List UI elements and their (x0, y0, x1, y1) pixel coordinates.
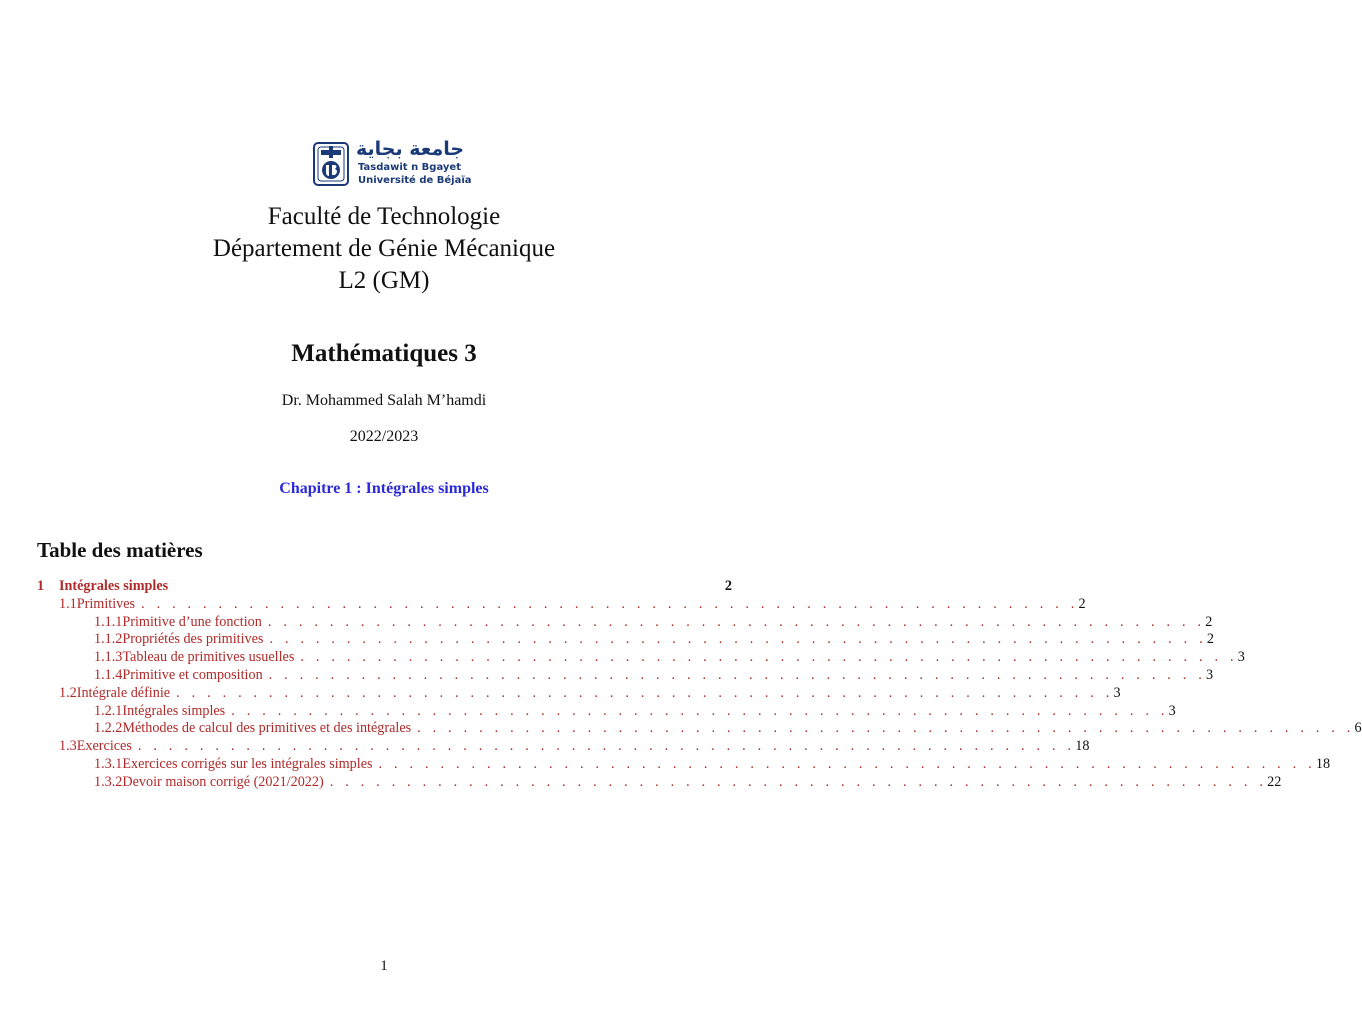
toc-entry-1-3[interactable] (37, 738, 1090, 756)
toc-entry-page: 3 (1206, 666, 1214, 683)
page-number: 1 (380, 958, 388, 974)
toc-entry-number: 1.2.2 (94, 720, 123, 737)
toc-entry-label: Propriétés des primitives (122, 631, 264, 648)
toc-entry-1-1-4[interactable] (37, 666, 1214, 685)
toc-entry-1-1-1[interactable] (37, 613, 1213, 632)
toc-entry-number: 1.3 (59, 738, 77, 755)
toc-leader-dots: . . . . . . . . . . . . . . . . . . . . . . . . . . . . . . . . . . . . . . . . . . . . . . . . . . . . . . . . . . . . . (231, 702, 1169, 719)
toc-leader-dots: . . . . . . . . . . . . . . . . . . . . . . . . . . . . . . . . . . . . . . . . . . . . . . . . . . . . . . . . . . . . . (269, 631, 1207, 648)
department-name: Département de Génie Mécanique (212, 235, 556, 262)
table-of-contents (37, 578, 1362, 792)
toc-entry-1-2[interactable] (37, 684, 1121, 703)
author-name: Dr. Mohammed Salah M’hamdi (281, 392, 487, 409)
toc-entry-page: 2 (1078, 595, 1086, 612)
toc-entry-1-2-1[interactable] (37, 702, 1176, 721)
toc-entry-page: 3 (1168, 702, 1176, 719)
toc-entry-page: 22 (1267, 773, 1282, 790)
toc-entry-label: Exercices corrigés sur les intégrales simples (122, 755, 373, 772)
faculty-name: Faculté de Technologie (267, 203, 501, 230)
toc-leader-dots: . . . . . . . . . . . . . . . . . . . . . . . . . . . . . . . . . . . . . . . . . . . . . . . . . . . . . . . . . . . . . (137, 738, 1076, 755)
toc-entry-page: 2 (1205, 613, 1213, 630)
toc-entry-number: 1.1.2 (94, 631, 123, 648)
chapter-title: Chapitre 1 : Intégrales simples (279, 480, 489, 497)
academic-year: 2022/2023 (349, 428, 419, 445)
toc-entry-label: Primitive d’une fonction (122, 613, 262, 630)
toc-entry-label: Exercices (76, 738, 132, 755)
toc-entry-1-3-1[interactable] (37, 755, 1331, 774)
toc-entry-number: 1.1.3 (94, 649, 123, 666)
toc-entry-number: 1 (37, 578, 45, 594)
toc-entry-number: 1.1 (59, 595, 77, 612)
toc-entry-number: 1.2.1 (94, 702, 123, 719)
toc-entry-label: Intégrales simples (122, 702, 226, 719)
toc-entry-number: 1.2 (59, 684, 77, 701)
toc-entry-page: 18 (1075, 738, 1090, 755)
logo-french-text: Université de Béjaïa (358, 175, 472, 186)
university-logo (312, 138, 472, 190)
toc-entry-1-1[interactable] (37, 595, 1086, 614)
toc-leader-dots: . . . . . . . . . . . . . . . . . . . . . . . . . . . . . . . . . . . . . . . . . . . . . . . . . . . . . . . . . . . . . (176, 684, 1114, 701)
university-emblem-icon (312, 140, 350, 188)
toc-entry-label: Méthodes de calcul des primitives et des intégrales (122, 720, 412, 737)
logo-arabic-text: جامعة بجاية (356, 138, 465, 160)
logo-kabyle-text: Tasdawit n Bgayet (358, 162, 461, 173)
toc-entry-1-1-2[interactable] (37, 631, 1214, 649)
toc-entry-label: Tableau de primitives usuelles (122, 649, 295, 666)
toc-heading: Table des matières (37, 538, 203, 562)
toc-entry-page: 2 (1206, 631, 1214, 648)
level-label: L2 (GM) (338, 267, 430, 294)
toc-leader-dots: . . . . . . . . . . . . . . . . . . . . . . . . . . . . . . . . . . . . . . . . . . . . . . . . . . . . . . . . . . . . . (329, 773, 1268, 790)
toc-entry-label: Primitive et composition (122, 666, 263, 683)
toc-entry-label: Intégrales simples (59, 578, 169, 594)
toc-entry-page: 3 (1237, 649, 1245, 666)
toc-entry-number: 1.3.1 (94, 755, 123, 772)
toc-entry-label: Primitives (76, 595, 136, 612)
toc-entry-1-2-2[interactable] (37, 720, 1362, 738)
toc-leader-dots: . . . . . . . . . . . . . . . . . . . . . . . . . . . . . . . . . . . . . . . . . . . . . . . . . . . . . . . . . . . . . (267, 613, 1206, 630)
toc-entry-number: 1.3.2 (94, 773, 123, 790)
document-title: Mathématiques 3 (291, 340, 477, 367)
toc-entry-number: 1.1.1 (94, 613, 123, 630)
toc-entry-label: Devoir maison corrigé (2021/2022) (122, 773, 324, 790)
toc-entry-number: 1.1.4 (94, 666, 123, 683)
toc-leader-dots: . . . . . . . . . . . . . . . . . . . . . . . . . . . . . . . . . . . . . . . . . . . . . . . . . . . . . . . . . . . . . (300, 649, 1238, 666)
toc-entry-chapter-1[interactable] (37, 578, 732, 596)
toc-leader-dots: . . . . . . . . . . . . . . . . . . . . . . . . . . . . . . . . . . . . . . . . . . . . . . . . . . . . . . . . . . . . . (141, 595, 1079, 612)
toc-entry-page: 6 (1354, 720, 1362, 737)
toc-entry-1-3-2[interactable] (37, 773, 1282, 792)
toc-leader-dots: . . . . . . . . . . . . . . . . . . . . . . . . . . . . . . . . . . . . . . . . . . . . . . . . . . . . . . . . . . . . . (268, 666, 1207, 683)
toc-leader-dots: . . . . . . . . . . . . . . . . . . . . . . . . . . . . . . . . . . . . . . . . . . . . . . . . . . . . . . . . . . . . . (378, 755, 1316, 772)
toc-leader-dots: . . . . . . . . . . . . . . . . . . . . . . . . . . . . . . . . . . . . . . . . . . . . . . . . . . . . . . . . . . . . . (417, 720, 1355, 737)
toc-entry-label: Intégrale définie (76, 684, 171, 701)
toc-entry-1-1-3[interactable] (37, 649, 1245, 667)
toc-entry-page: 3 (1113, 684, 1121, 701)
toc-entry-page: 2 (724, 578, 732, 594)
toc-entry-page: 18 (1315, 755, 1331, 772)
